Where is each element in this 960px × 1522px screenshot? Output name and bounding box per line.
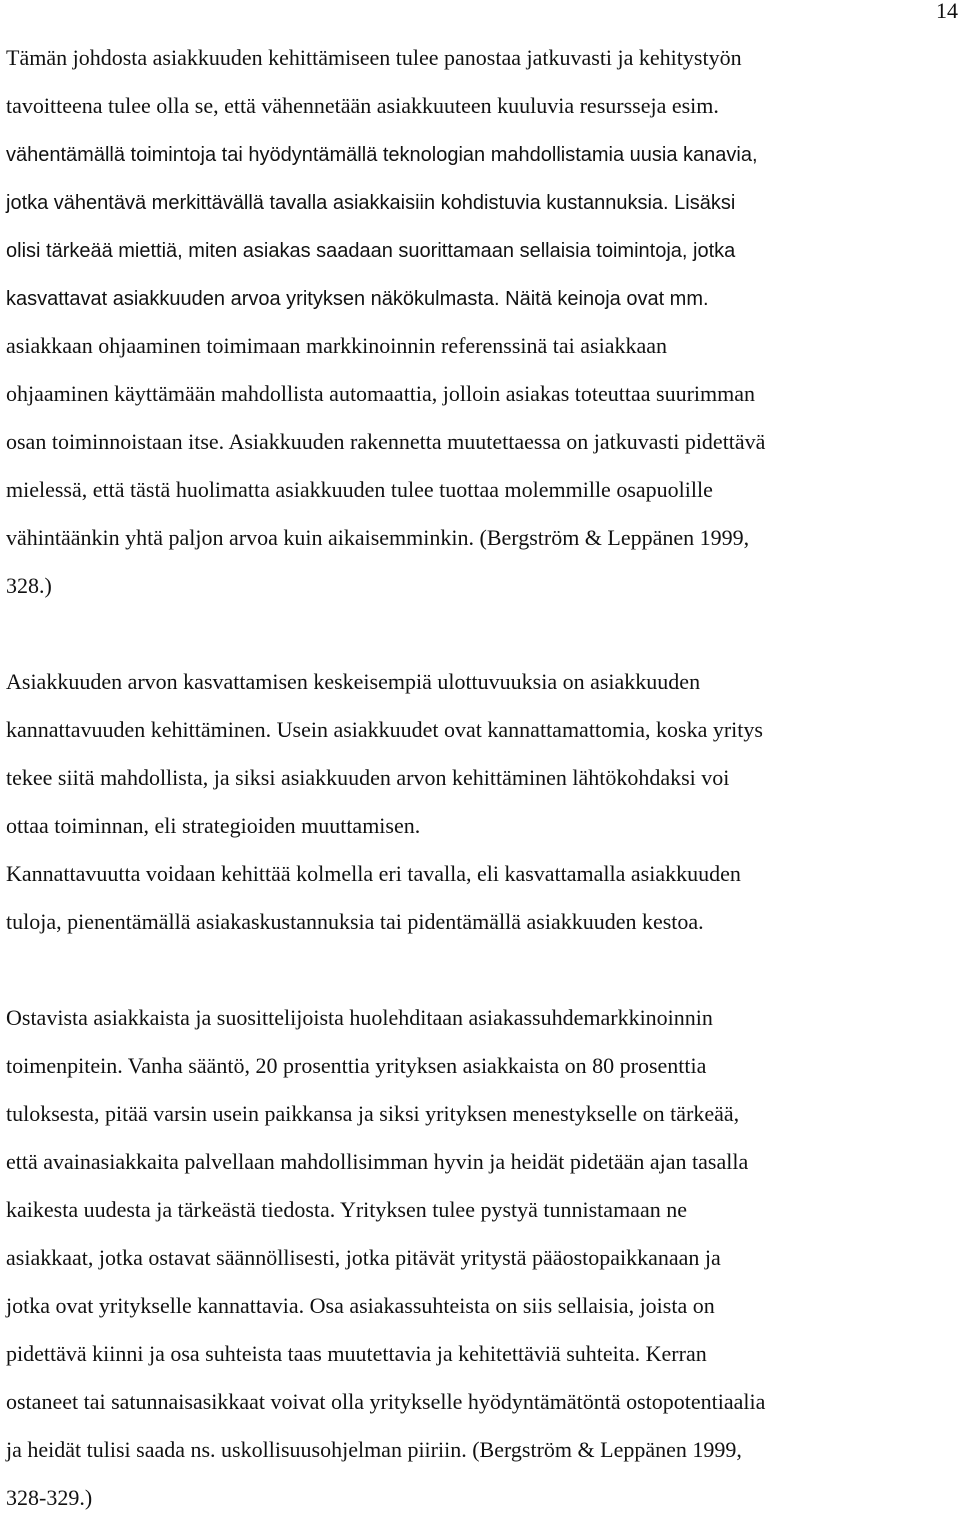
text-segment: kaikesta uudesta ja tärkeästä tiedosta. Yrityksen tulee pystyä tunnistamaan ne <box>6 1197 687 1222</box>
text-line <box>6 562 958 610</box>
text-line <box>6 1186 958 1234</box>
text-line <box>6 898 958 946</box>
text-segment: vähintäänkin yhtä paljon arvoa kuin aikaisemminkin. (Bergström & Leppänen 1999, <box>6 525 750 550</box>
text-segment: Ostavista asiakkaista ja suosittelijoista huolehditaan asiakassuhdemarkkinoinnin <box>6 1005 713 1030</box>
text-segment: ja heidät tulisi saada ns. uskollisuusohjelman piiriin. (Bergström & Leppänen 1999, <box>6 1437 742 1462</box>
text-line <box>6 1234 958 1282</box>
text-line <box>6 850 958 898</box>
text-segment: 328.) <box>6 573 52 598</box>
text-segment: asiakkaat, jotka ostavat säännöllisesti, jotka pitävät yritystä pääostopaikkanaan ja <box>6 1245 721 1270</box>
text-line <box>6 994 958 1042</box>
paragraph-2 <box>6 658 958 946</box>
text-line <box>6 1426 958 1474</box>
text-segment: kasvattavat asiakkuuden arvoa yrityksen näkökulmasta. Näitä keinoja ovat mm. <box>6 288 709 310</box>
text-line <box>6 466 958 514</box>
text-segment: toimenpitein. Vanha sääntö, 20 prosenttia yrityksen asiakkaista on 80 prosenttia <box>6 1053 707 1078</box>
text-segment: 328-329.) <box>6 1485 93 1510</box>
text-line <box>6 226 958 274</box>
text-line <box>6 370 958 418</box>
text-line <box>6 322 958 370</box>
text-line <box>6 1330 958 1378</box>
text-line <box>6 706 958 754</box>
body-text <box>6 34 958 1522</box>
paragraph-gap <box>6 610 958 658</box>
text-segment: jotka vähentävä merkittävällä tavalla asiakkaisiin kohdistuvia kustannuksia. <box>6 192 669 214</box>
text-segment: että avainasiakkaita palvellaan mahdollisimman hyvin ja heidät pidetään ajan tasalla <box>6 1149 749 1174</box>
text-line <box>6 1090 958 1138</box>
text-line <box>6 514 958 562</box>
text-line <box>6 82 958 130</box>
text-segment: vähentämällä toimintoja tai hyödyntämällä teknologian mahdollistamia uusia kanavia, <box>6 144 758 166</box>
text-line <box>6 1474 958 1522</box>
text-segment: jotka ovat yritykselle kannattavia. Osa asiakassuhteista on siis sellaisia, joista on <box>6 1293 715 1318</box>
paragraph-3 <box>6 994 958 1522</box>
text-segment: Tämän johdosta asiakkuuden kehittämiseen tulee panostaa jatkuvasti ja kehitystyön <box>6 45 742 70</box>
text-segment: asiakkaan ohjaaminen toimimaan markkinoinnin referenssinä tai asiakkaan <box>6 333 667 358</box>
text-line <box>6 34 958 82</box>
text-segment: Asiakkuuden arvon kasvattamisen keskeisempiä ulottuvuuksia on asiakkuuden <box>6 669 701 694</box>
page-number: 14 <box>936 0 958 23</box>
text-segment: kannattavuuden kehittäminen. Usein asiakkuudet ovat kannattamattomia, koska yritys <box>6 717 763 742</box>
text-segment: tekee siitä mahdollista, ja siksi asiakkuuden arvon kehittäminen lähtökohdaksi voi <box>6 765 730 790</box>
text-line <box>6 418 958 466</box>
text-line <box>6 1138 958 1186</box>
text-line <box>6 178 958 226</box>
text-line <box>6 130 958 178</box>
text-segment: osan toiminnoistaan itse. <box>6 429 225 454</box>
text-segment: tuloksesta, pitää varsin usein paikkansa ja siksi yrityksen menestykselle on tärkeää, <box>6 1101 740 1126</box>
text-line <box>6 1378 958 1426</box>
text-line <box>6 658 958 706</box>
text-segment: Asiakkuuden rakennetta muutettaessa on jatkuvasti pidettävä <box>224 429 766 454</box>
text-line <box>6 802 958 850</box>
text-line <box>6 1282 958 1330</box>
text-line <box>6 274 958 322</box>
paragraph-1 <box>6 34 958 610</box>
text-segment: Kannattavuutta voidaan kehittää kolmella eri tavalla, eli kasvattamalla asiakkuuden <box>6 861 741 886</box>
text-segment: tuloja, pienentämällä asiakaskustannuksia tai pidentämällä asiakkuuden kestoa. <box>6 909 704 934</box>
text-segment: pidettävä kiinni ja osa suhteista taas muutettavia ja kehitettäviä suhteita. Kerran <box>6 1341 707 1366</box>
text-line <box>6 1042 958 1090</box>
paragraph-gap <box>6 946 958 994</box>
text-segment: ostaneet tai satunnaisasikkaat voivat olla yritykselle hyödyntämätöntä ostopotentiaalia <box>6 1389 766 1414</box>
text-segment: ottaa toiminnan, eli strategioiden muuttamisen. <box>6 813 421 838</box>
text-segment: olisi tärkeää miettiä, miten asiakas saadaan suorittamaan sellaisia toimintoja, jotka <box>6 240 736 262</box>
text-line <box>6 754 958 802</box>
text-segment: tavoitteena tulee olla se, että vähennetään asiakkuuteen kuuluvia resursseja esim. <box>6 93 719 118</box>
text-segment: Lisäksi <box>668 192 736 214</box>
text-segment: ohjaaminen käyttämään mahdollista automaattia, jolloin asiakas toteuttaa suurimman <box>6 381 756 406</box>
text-segment: mielessä, että tästä huolimatta asiakkuuden tulee tuottaa molemmille osapuolille <box>6 477 713 502</box>
